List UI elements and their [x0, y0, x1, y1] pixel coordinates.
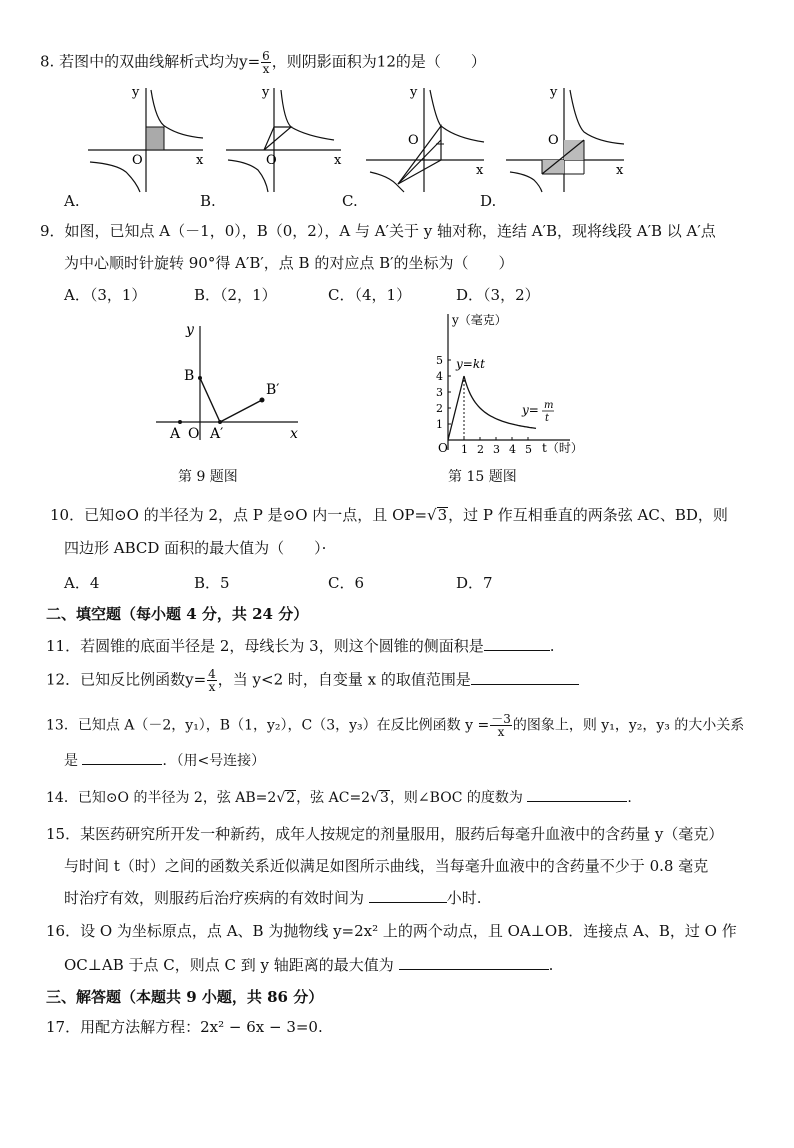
fig15-xtick-4: 4 [509, 443, 516, 456]
fig9-y-label: y [186, 322, 194, 338]
q12-y: y= [185, 670, 207, 689]
q10-text-a: 10．已知⊙O 的半径为 2，点 P 是⊙O 内一点，且 OP= [50, 506, 428, 524]
fig15-ym-numerator: m [544, 400, 554, 411]
fig15-ytick-1: 1 [436, 418, 443, 431]
fig15-caption: 第 15 题图 [448, 469, 517, 485]
q8b-x-label: x [334, 153, 342, 168]
fig15-ytick-2: 2 [436, 402, 443, 415]
fig15-ytick-3: 3 [436, 386, 443, 399]
section2-heading: 二、填空题（每小题 4 分，共 24 分） [46, 605, 309, 623]
q13-text-pre: 13．已知点 A（－2，y₁），B（1，y₂），C（3，y₃）在反比例函数 y = [46, 717, 490, 734]
fig15-origin: O [438, 441, 448, 455]
q12-blank[interactable] [471, 670, 579, 685]
q11-line [46, 636, 555, 656]
q10-line2: 四边形 ABCD 面积的最大值为（ ）· [64, 539, 327, 557]
fig9-origin: O [188, 426, 200, 442]
q16-text-a: OC⊥AB 于点 C，则点 C 到 y 轴距离的最大值为 [64, 956, 394, 974]
q9-option-a: A．（3，1） [64, 286, 147, 304]
q8c-origin: O [408, 133, 419, 148]
q15-text-a: 时治疗有效，则服药后治疗疾病的有效时间为 [64, 889, 365, 907]
q8-text-post: ，则阴影面积为12的是（ ） [271, 52, 486, 71]
q14-end: . [627, 790, 632, 806]
q14-text-a: 14．已知⊙O 的半径为 2，弦 AB=2 [46, 790, 277, 806]
fig15-xtick-3: 3 [493, 443, 500, 456]
fig15-ytick-5: 5 [436, 354, 443, 367]
q8-option-c: C. [342, 192, 358, 210]
q16-line1: 16．设 O 为坐标原点，点 A、B 为抛物线 y=2x² 上的两个动点，且 OA⊥OB．连接点 A、B，过 O 作 [46, 922, 737, 940]
section3-heading: 三、解答题（本题共 9 小题，共 86 分） [46, 988, 324, 1006]
q13-text-b: ．（用<号连接） [162, 753, 266, 769]
q8c-x-label: x [476, 163, 484, 178]
q12-text-pre: 12．已知反比例函数 [46, 670, 186, 689]
figure-15 [420, 306, 592, 458]
q9-line2: 为中心顺时针旋转 90°得 A′B′，点 B 的对应点 B′的坐标为（ ） [64, 254, 514, 272]
q12-fraction: $\frac{4}{x}$ [208, 667, 216, 694]
q14-sqrt-2: 3 [380, 790, 389, 806]
q16-line2 [64, 955, 553, 975]
fig15-ytick-4: 4 [436, 370, 443, 383]
q13-line2 [64, 750, 265, 771]
fig9-caption: 第 9 题图 [178, 469, 238, 485]
q13-fraction: $\frac{-3}{x}$ [491, 712, 511, 739]
q11-blank[interactable] [484, 636, 550, 651]
q8b-origin: O [266, 153, 277, 168]
q15-line2: 与时间 t（时）之间的函数关系近似满足如图所示曲线，当每毫升血液中的含药量不少于 0.8 毫克 [64, 857, 709, 875]
q8a-origin: O [132, 153, 143, 168]
q11-end: . [549, 637, 555, 655]
q8-y: y= [239, 52, 261, 71]
q8c-y-label: y [410, 85, 418, 100]
q15-line1: 15．某医药研究所开发一种新药，成年人按规定的剂量服用，服药后每毫升血液中的含药量 y（毫克） [46, 825, 724, 843]
q16-end: . [548, 956, 554, 974]
fig15-ym-denominator: t [545, 413, 550, 424]
q8-figure-c [366, 84, 490, 194]
q8-figure-d [506, 84, 630, 194]
q8a-x-label: x [196, 153, 204, 168]
q13-text-post: 的图象上，则 y₁，y₂，y₃ 的大小关系 [512, 717, 745, 734]
q10-option-b: B．5 [194, 574, 230, 592]
fig15-xtick-5: 5 [525, 443, 532, 456]
fig15-xtick-1: 1 [461, 443, 468, 456]
q17-line: 17．用配方法解方程：2x² − 6x − 3=0. [46, 1018, 323, 1036]
q8-text-pre: 若图中的双曲线解析式均为 [59, 52, 240, 71]
q8-option-d: D. [480, 192, 497, 210]
q10-text-b: ，过 P 作互相垂直的两条弦 AC、BD，则 [448, 506, 728, 524]
q12-text-post: ，当 y<2 时，自变量 x 的取值范围是 [217, 670, 471, 689]
fig9-point-b: B [184, 368, 195, 384]
q8-figure-b [226, 84, 346, 194]
q10-option-c: C．6 [328, 574, 365, 592]
q13-text-a: 是 [64, 753, 78, 769]
q8-option-a: A. [64, 192, 80, 210]
fig15-y-label: y（毫克） [452, 313, 507, 327]
q8d-y-label: y [550, 85, 558, 100]
q15-blank[interactable] [369, 888, 447, 903]
q13-line1 [46, 713, 744, 738]
q10-option-a: A．4 [64, 574, 100, 592]
fig9-point-bprime: B′ [266, 382, 280, 398]
q8-figure-a [88, 84, 208, 194]
fig15-ykt-label: y=kt [456, 357, 485, 371]
q12-line [46, 668, 579, 693]
q14-text-b: ，弦 AC=2 [296, 790, 371, 806]
q9-line1: 9．如图，已知点 A（－1，0），B（0，2），A 与 A′关于 y 轴对称，连结 A′B，现将线段 A′B 以 A′点 [40, 222, 716, 240]
q14-text-c: ，则∠BOC 的度数为 [389, 790, 523, 806]
q15-line3 [64, 888, 482, 908]
q14-sqrt-1: 2 [286, 790, 296, 806]
q11-text: 11．若圆锥的底面半径是 2，母线长为 3，则这个圆锥的侧面积是 [46, 637, 484, 655]
q9-option-b: B．（2，1） [194, 286, 277, 304]
q13-blank[interactable] [82, 750, 162, 765]
q9-option-d: D．（3，2） [456, 286, 540, 304]
fig15-xtick-2: 2 [477, 443, 484, 456]
q9-option-c: C．（4，1） [328, 286, 412, 304]
fig15-x-label: t（时） [542, 441, 583, 455]
q8b-y-label: y [262, 85, 270, 100]
q8d-origin: O [548, 133, 559, 148]
q10-option-d: D．7 [456, 574, 493, 592]
q16-blank[interactable] [399, 955, 549, 970]
fig9-x-label: x [290, 426, 298, 442]
figure-9 [150, 322, 310, 446]
q14-blank[interactable] [527, 787, 627, 802]
q8d-x-label: x [616, 163, 624, 178]
q8a-y-label: y [132, 85, 140, 100]
q10-line1: 10．已知⊙O 的半径为 2，点 P 是⊙O 内一点，且 OP=√3，过 P 作互相垂直的两条弦 AC、BD，则 [50, 506, 728, 524]
fig9-point-a: A [170, 426, 181, 442]
q8-option-b: B. [200, 192, 216, 210]
q15-text-b: 小时. [446, 889, 482, 907]
fig15-ym-label: y= [522, 403, 539, 417]
fig9-point-aprime: A′ [210, 426, 224, 442]
q8-fraction: $\frac{6}{x}$ [262, 49, 270, 76]
q10-sqrt: 3 [437, 506, 448, 524]
q8-number: 8. [40, 52, 55, 71]
q8-line [40, 50, 486, 75]
q14-line: 14．已知⊙O 的半径为 2，弦 AB=2√2，弦 AC=2√3，则∠BOC 的度数为 . [46, 787, 632, 808]
